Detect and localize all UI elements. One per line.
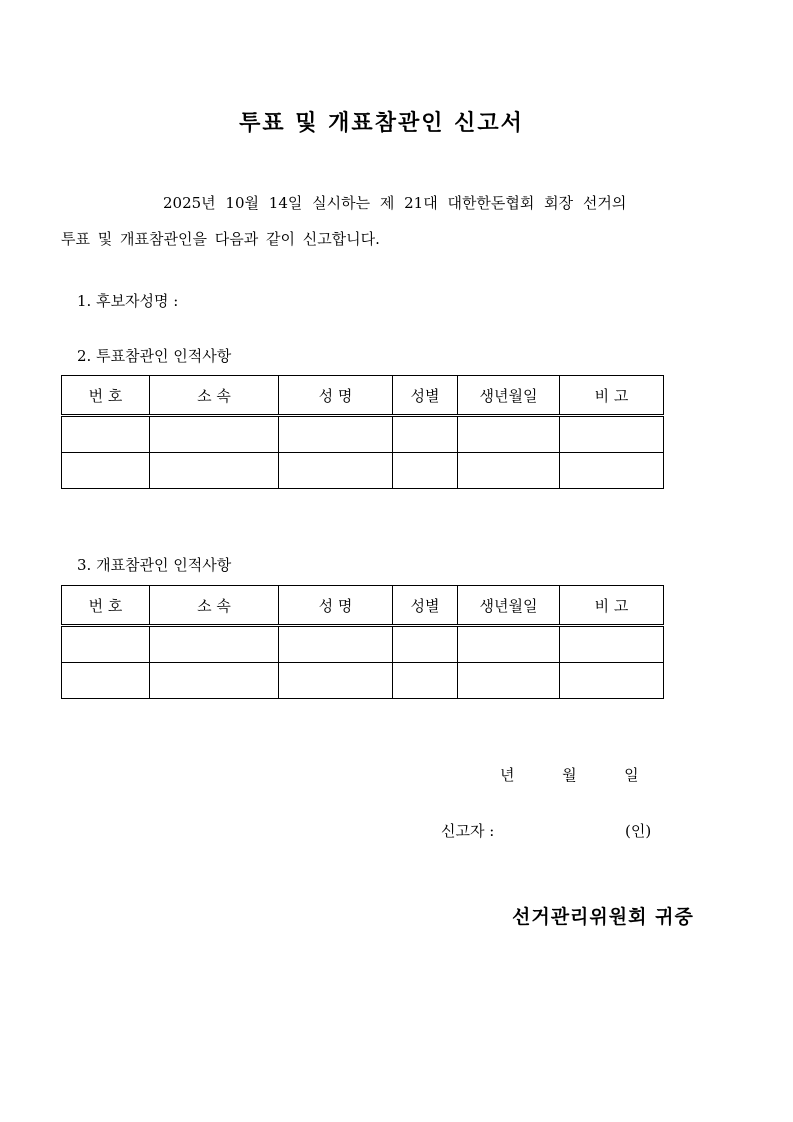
table-cell[interactable] bbox=[150, 453, 279, 489]
table-row bbox=[62, 416, 664, 453]
table-cell[interactable] bbox=[560, 663, 664, 699]
header-number: 번 호 bbox=[62, 376, 150, 416]
count-observer-table bbox=[61, 585, 664, 699]
date-day-label: 일 bbox=[624, 766, 639, 784]
header-number: 번 호 bbox=[62, 586, 150, 626]
section-vote-observers: 2. 투표참관인 인적사항 bbox=[77, 347, 232, 365]
reporter-label: 신고자 : bbox=[441, 822, 495, 840]
document-title: 투표 및 개표참관인 신고서 bbox=[239, 110, 524, 136]
date-line bbox=[500, 764, 639, 785]
table-cell[interactable] bbox=[458, 663, 560, 699]
header-remarks: 비 고 bbox=[560, 376, 664, 416]
header-gender: 성별 bbox=[393, 376, 458, 416]
table-cell[interactable] bbox=[150, 626, 279, 663]
table-cell[interactable] bbox=[458, 416, 560, 453]
table-cell[interactable] bbox=[279, 663, 393, 699]
section-count-observers: 3. 개표참관인 인적사항 bbox=[77, 556, 232, 574]
table-cell[interactable] bbox=[62, 626, 150, 663]
header-remarks: 비 고 bbox=[560, 586, 664, 626]
addressee: 선거관리위원회 귀중 bbox=[512, 906, 694, 928]
header-affiliation: 소 속 bbox=[150, 586, 279, 626]
table-cell[interactable] bbox=[393, 663, 458, 699]
table-cell[interactable] bbox=[393, 416, 458, 453]
table-cell[interactable] bbox=[62, 663, 150, 699]
header-birthdate: 생년월일 bbox=[458, 376, 560, 416]
table-row bbox=[62, 663, 664, 699]
header-gender: 성별 bbox=[393, 586, 458, 626]
table-cell[interactable] bbox=[279, 453, 393, 489]
header-name: 성 명 bbox=[279, 376, 393, 416]
table-cell[interactable] bbox=[560, 416, 664, 453]
table-cell[interactable] bbox=[393, 453, 458, 489]
date-month-label: 월 bbox=[562, 766, 577, 784]
table-cell[interactable] bbox=[393, 626, 458, 663]
table-cell[interactable] bbox=[150, 663, 279, 699]
vote-observer-table bbox=[61, 375, 664, 489]
table-cell[interactable] bbox=[62, 416, 150, 453]
table-cell[interactable] bbox=[62, 453, 150, 489]
table-header-row bbox=[62, 586, 664, 626]
table-row bbox=[62, 626, 664, 663]
header-name: 성 명 bbox=[279, 586, 393, 626]
table-cell[interactable] bbox=[150, 416, 279, 453]
table-row bbox=[62, 453, 664, 489]
section-candidate-name: 1. 후보자성명 : bbox=[77, 292, 179, 310]
header-affiliation: 소 속 bbox=[150, 376, 279, 416]
intro-line-2: 투표 및 개표참관인을 다음과 같이 신고합니다. bbox=[61, 230, 380, 248]
table-header-row bbox=[62, 376, 664, 416]
seal-label: (인) bbox=[625, 822, 652, 840]
table-cell[interactable] bbox=[560, 626, 664, 663]
table-cell[interactable] bbox=[279, 626, 393, 663]
header-birthdate: 생년월일 bbox=[458, 586, 560, 626]
table-cell[interactable] bbox=[458, 626, 560, 663]
table-cell[interactable] bbox=[458, 453, 560, 489]
date-year-label: 년 bbox=[500, 766, 515, 784]
intro-line-1: 2025년 10월 14일 실시하는 제 21대 대한한돈협회 회장 선거의 bbox=[163, 194, 627, 212]
table-cell[interactable] bbox=[279, 416, 393, 453]
table-cell[interactable] bbox=[560, 453, 664, 489]
